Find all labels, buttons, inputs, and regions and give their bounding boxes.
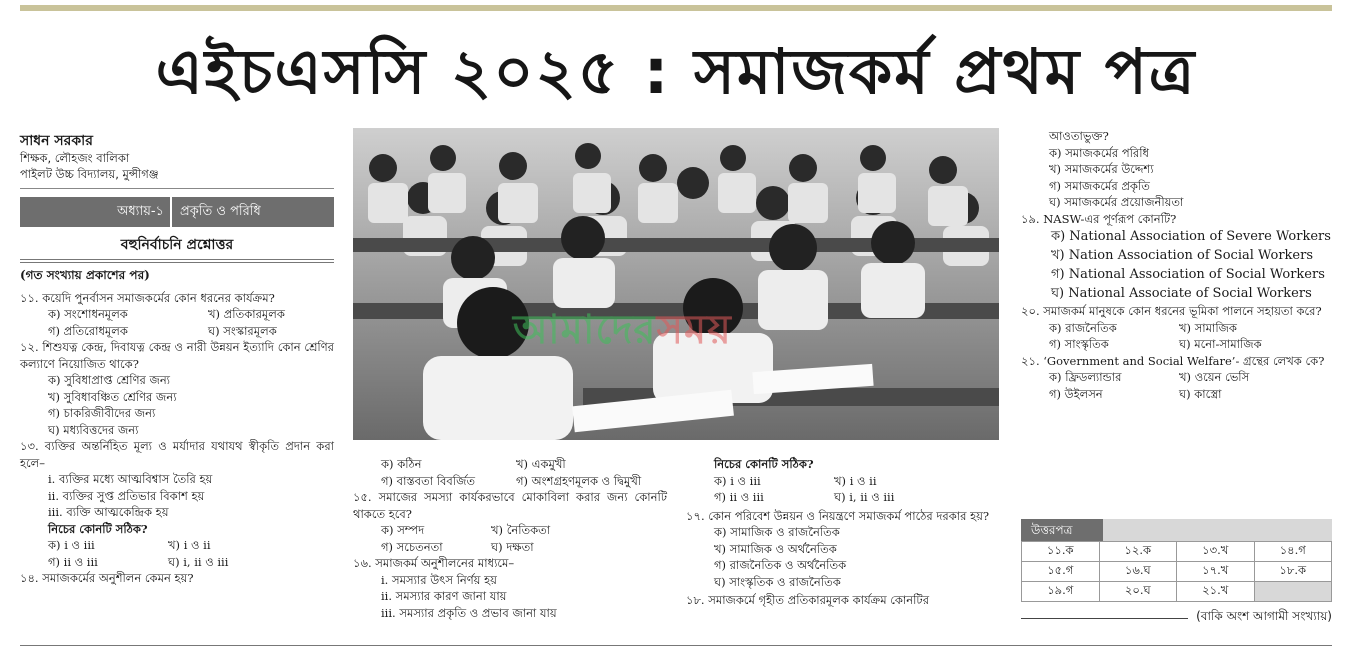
question-14-options: [353, 456, 667, 489]
question-text: ১৬. সমাজকর্ম অনুশীলনের মাধ্যমে–: [353, 556, 515, 570]
answer-cell: ১৭.খ: [1177, 562, 1255, 582]
question-12: [20, 339, 334, 438]
question-19: [1021, 211, 1332, 304]
answer-cell: ১৬.ঘ: [1099, 562, 1177, 582]
column-2: [353, 456, 667, 621]
column-3: [686, 456, 1000, 609]
answer-cell: ২১.খ: [1177, 582, 1255, 602]
question-text: ১৩. ব্যক্তির অন্তর্নিহিত মূল্য ও মর্যাদার যথাযথ স্বীকৃতি প্রদান করা হলে–: [20, 439, 334, 470]
option-d: ঘ) দক্ষতা: [491, 539, 534, 554]
option-c: গ) সচেতনতা: [381, 539, 443, 554]
option-d: ঘ) সংস্কারমূলক: [208, 323, 277, 338]
option-a: ক) ফ্রিডল্যান্ডার: [1049, 370, 1122, 384]
option-d: ঘ) i, ii ও iii: [168, 554, 229, 569]
continued-note: [1021, 608, 1332, 628]
option-c: গ) সমাজকর্মের প্রকৃতি: [1049, 178, 1150, 193]
divider: [1021, 618, 1188, 619]
option-a: ক) National Association of Severe Workers: [1051, 229, 1331, 244]
students-writing-exam-image: [353, 128, 999, 440]
continued-text: (বাকি অংশ আগামী সংখ্যায়): [1196, 609, 1332, 623]
answer-sheet: [1021, 519, 1332, 602]
question-14-text: ১৪. সমাজকর্মের অনুশীলন কেমন হয়?: [20, 571, 194, 585]
page-headline: এইচএসসি ২০২৫ : সমাজকর্ম প্রথম পত্র: [155, 35, 1197, 108]
question-text: ১১. কয়েদি পুনর্বাসন সমাজকর্মের কোন ধরনের কার্যক্রম?: [20, 290, 275, 305]
option-c: গ) রাজনৈতিক ও অর্থনৈতিক: [714, 558, 847, 572]
option-d: ঘ) সমাজকর্মের প্রয়োজনীয়তা: [1049, 195, 1184, 209]
option-b: খ) i ও ii: [834, 473, 877, 488]
author-title: শিক্ষক, লৌহজং বালিকা: [20, 151, 130, 165]
statement-i: i. ব্যক্তির মধ্যে আত্মবিশ্বাস তৈরি হয়: [48, 472, 213, 486]
option-c: গ) প্রতিরোধমূলক: [48, 323, 128, 338]
option-d: ঘ) i, ii ও iii: [834, 490, 895, 504]
option-b: খ) i ও ii: [168, 538, 211, 552]
column-1: [20, 132, 334, 587]
answer-sheet-title: উত্তরপত্র: [1021, 519, 1103, 541]
answer-cell: ১৫.গ: [1022, 562, 1100, 582]
option-d: ঘ) মনো-সামাজিক: [1179, 337, 1262, 351]
author-name: সাধন সরকার: [20, 133, 93, 149]
question-text: ১৭. কোন পরিবেশ উন্নয়ন ও নিয়ন্ত্রণে সমাজকর্ম পাঠের দরকার হয়?: [686, 508, 990, 523]
newspaper-watermark: আমাদেরসময়: [513, 307, 732, 353]
bottom-rule: [20, 645, 1332, 646]
option-d: ঘ) National Associate of Social Workers: [1051, 286, 1312, 301]
question-18-continued: আওতাভুক্ত?: [1049, 129, 1109, 143]
question-text: ২১. ‘Government and Social Welfare’- গ্রন্থের লেখক কে?: [1021, 353, 1325, 368]
question-20: [1021, 303, 1332, 353]
divider: [20, 259, 334, 263]
answer-table: [1021, 541, 1332, 602]
author-school: পাইলট উচ্চ বিদ্যালয়, মুন্সীগঞ্জ: [20, 167, 159, 181]
question-15: [353, 489, 667, 555]
option-c: গ) ii ও iii: [714, 490, 764, 504]
option-a: ক) সমাজকর্মের পরিধি: [1049, 145, 1149, 160]
option-c: গ) ii ও iii: [48, 554, 98, 569]
option-a: ক) সামাজিক ও রাজনৈতিক: [714, 525, 840, 539]
option-b: খ) ওয়েন ভেসি: [1179, 370, 1250, 384]
option-c: গ) চাকরিজীবীদের জন্য: [48, 406, 156, 420]
question-text: ১৯. NASW-এর পূর্ণরূপ কোনটি?: [1021, 211, 1177, 226]
answer-cell: ১২.ক: [1099, 542, 1177, 562]
table-row: [1022, 562, 1332, 582]
continuation-note: (গত সংখ্যায় প্রকাশের পর): [20, 268, 150, 282]
option-c: গ) বাস্তবতা বিবর্জিত: [381, 473, 476, 488]
which-correct: নিচের কোনটি সঠিক?: [714, 457, 814, 471]
question-text: ১২. শিশুযত্ন কেন্দ্র, দিবাযত্ন কেন্দ্র ও নারী উন্নয়ন ইত্যাদি কোন শ্রেণির কল্যাণে নিয়োজিত থাকে?: [20, 340, 334, 371]
exam-hall-photo: [353, 128, 999, 440]
option-a: ক) i ও iii: [714, 473, 761, 488]
answer-cell: ১৩.খ: [1177, 542, 1255, 562]
question-text: ১৫. সমাজের সমস্যা কার্যকরভাবে মোকাবিলা করার জন্য কোনটি থাকতে হবে?: [353, 490, 667, 521]
option-c: গ) উইলসন: [1049, 386, 1103, 401]
which-correct: নিচের কোনটি সঠিক?: [48, 521, 148, 536]
option-b: খ) সামাজিক ও অর্থনৈতিক: [714, 541, 837, 556]
question-11: [20, 290, 334, 340]
question-17: [686, 508, 1000, 591]
statement-iii: iii. সমস্যার প্রকৃতি ও প্রভাব জানা যায়: [381, 605, 557, 620]
option-a: ক) সুবিধাপ্রাপ্ত শ্রেণির জন্য: [48, 373, 171, 387]
option-d: ঘ) মধ্যবিত্তদের জন্য: [48, 422, 139, 437]
divider: [20, 188, 334, 189]
question-18-text: ১৮. সমাজকর্মে গৃহীত প্রতিকারমূলক কার্যক্রম কোনটির: [686, 593, 930, 607]
option-b: খ) প্রতিকারমূলক: [208, 307, 285, 321]
option-a: ক) কঠিন: [381, 457, 422, 471]
option-a: ক) সম্পদ: [381, 523, 425, 537]
option-b: খ) সামাজিক: [1179, 320, 1237, 335]
statement-iii: iii. ব্যক্তি আত্মকেন্দ্রিক হয়: [48, 505, 169, 519]
answer-cell: ১৮.ক: [1254, 562, 1332, 582]
option-b: খ) Nation Association of Social Workers: [1051, 248, 1313, 263]
column-4: [1021, 128, 1332, 402]
chapter-bar: [20, 197, 334, 227]
option-b: খ) নৈতিকতা: [491, 523, 551, 537]
option-c: গ) National Association of Social Workers: [1051, 267, 1325, 282]
table-row: [1022, 582, 1332, 602]
section-title: বহুনির্বাচনি প্রশ্নোত্তর: [120, 237, 234, 253]
option-d: গ) অংশগ্রহণমূলক ও দ্বিমুখী: [516, 473, 642, 488]
option-d: ঘ) সাংস্কৃতিক ও রাজনৈতিক: [714, 574, 841, 589]
question-16: [353, 555, 667, 621]
option-b: খ) সমাজকর্মের উদ্দেশ্য: [1049, 162, 1154, 176]
chapter-label: অধ্যায়-১: [117, 204, 164, 219]
chapter-title: প্রকৃতি ও পরিধি: [180, 204, 261, 219]
answer-cell: ২০.ঘ: [1099, 582, 1177, 602]
answer-sheet-header: [1021, 519, 1332, 541]
question-text: ২০. সমাজকর্ম মানুষকে কোন ধরনের ভূমিকা পালনে সহায়তা করে?: [1021, 304, 1322, 318]
option-d: ঘ) কাস্ত্রো: [1179, 386, 1222, 401]
question-13: [20, 438, 334, 570]
answer-cell: ১৯.গ: [1022, 582, 1100, 602]
option-a: ক) সংশোধনমূলক: [48, 307, 128, 321]
option-c: গ) সাংস্কৃতিক: [1049, 337, 1109, 351]
statement-ii: ii. ব্যক্তির সুপ্ত প্রতিভার বিকাশ হয়: [48, 488, 205, 503]
option-a: ক) i ও iii: [48, 538, 95, 552]
answer-cell-empty: [1254, 582, 1332, 602]
statement-ii: ii. সমস্যার কারণ জানা যায়: [381, 589, 507, 603]
question-21: [1021, 353, 1332, 403]
option-b: খ) সুবিধাবঞ্চিত শ্রেণির জন্য: [48, 389, 177, 404]
answer-cell: ১৪.গ: [1254, 542, 1332, 562]
option-b: খ) একমুখী: [516, 457, 566, 471]
statement-i: i. সমস্যার উৎস নির্ণয় হয়: [381, 572, 497, 587]
answer-cell: ১১.ক: [1022, 542, 1100, 562]
option-a: ক) রাজনৈতিক: [1049, 320, 1117, 335]
top-decorative-rule: [20, 5, 1332, 11]
table-row: [1022, 542, 1332, 562]
